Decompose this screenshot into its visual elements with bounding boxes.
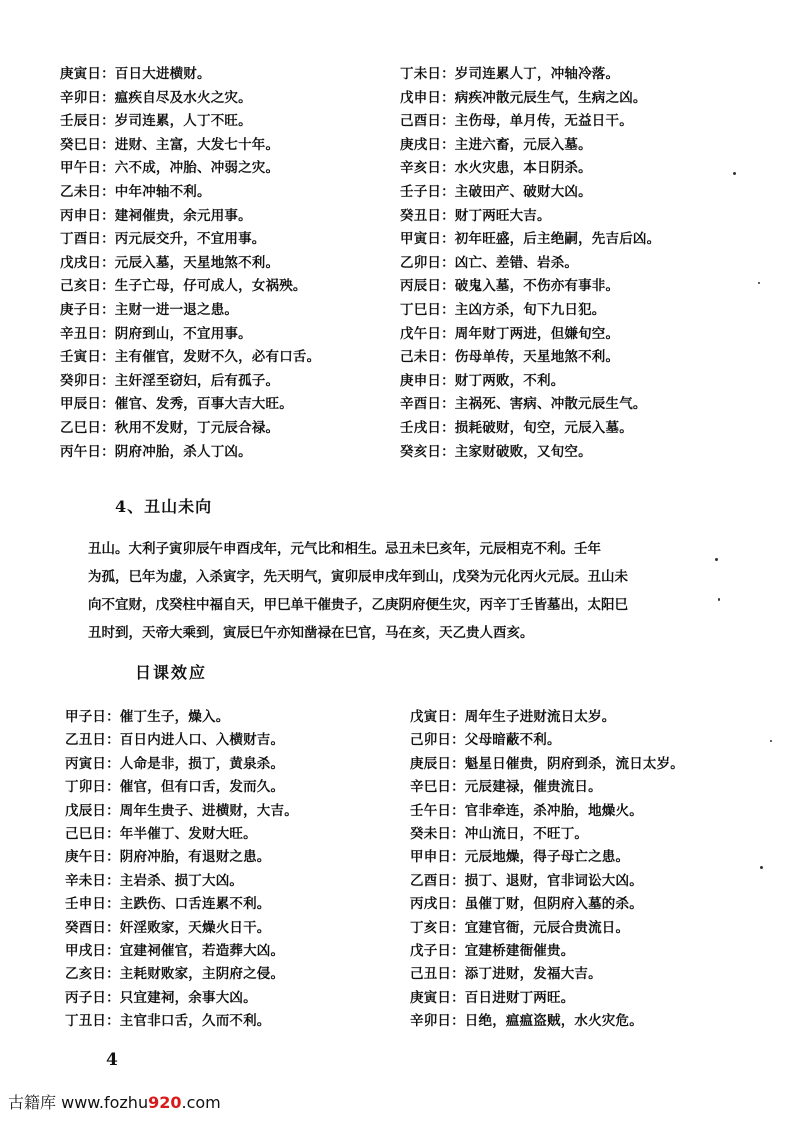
entry-line: 丙午日：阴府冲胎，杀人丁凶。 — [60, 443, 252, 460]
entry-line: 丁酉日：丙元辰交升，不宜用事。 — [60, 231, 266, 248]
entry-line: 甲午日：六不成，冲胎、冲弱之灾。 — [60, 160, 280, 177]
entry-line: 辛卯日：日绝，瘟瘟盗贼，水火灾危。 — [410, 1013, 643, 1030]
entry-line: 乙未日：中年冲轴不利。 — [60, 184, 211, 200]
footer-watermark — [8, 1090, 221, 1113]
entry-line: 丁巳日：主凶方杀，旬下九日犯。 — [400, 302, 606, 318]
entry-line: 丙子日：只宜建祠，余事大凶。 — [65, 989, 257, 1006]
entry-line: 己酉日：主伤母，单月传，无益日干。 — [400, 113, 633, 130]
entry-line: 乙丑日：百日内进人口、入横财吉。 — [65, 732, 285, 749]
entry-line: 己未日：伤母单传，天星地煞不利。 — [400, 349, 620, 366]
paragraph-line: 向不宜财，戊癸柱中福自天，甲巳单干催贵子，乙庚阴府便生灾，丙辛丁壬皆墓出，太阳巳 — [88, 597, 628, 613]
scan-speck — [758, 282, 760, 284]
entry-line: 甲子日：催丁生子，燥入。 — [65, 709, 230, 725]
entry-line: 丙戌日：虽催丁财，但阴府入墓的杀。 — [410, 896, 643, 913]
entry-line: 壬戌日：损耗破财，旬空，元辰入墓。 — [400, 420, 633, 436]
scan-speck — [770, 740, 772, 742]
entry-line: 辛巳日：元辰建禄，催贵流日。 — [410, 779, 602, 796]
entry-line: 甲寅日：初年旺盛，后主绝嗣，先吉后凶。 — [400, 231, 661, 248]
entry-line: 壬申日：主跌伤、口舌连累不利。 — [65, 896, 271, 913]
entry-line: 己巳日：年半催丁、发财大旺。 — [65, 826, 257, 842]
page-number: 4 — [106, 1050, 118, 1070]
entry-line: 庚申日：财丁两败，不利。 — [400, 372, 565, 389]
entry-line: 癸丑日：财丁两旺大吉。 — [400, 207, 551, 224]
entry-line: 甲辰日：催官、发秀，百事大吉大旺。 — [60, 396, 293, 413]
entry-line: 乙酉日：损丁、退财，官非词讼大凶。 — [410, 872, 643, 889]
entry-line: 辛亥日：水火灾患，本日阴杀。 — [400, 160, 592, 177]
entry-line: 壬午日：官非牵连，杀冲胎，地燥火。 — [410, 802, 643, 819]
entry-line: 辛未日：主岩杀、损丁大凶。 — [65, 872, 244, 889]
entry-line: 癸卯日：主奸淫至窃妇，后有孤子。 — [60, 372, 280, 389]
entry-line: 乙巳日：秋用不发财，丁元辰合禄。 — [60, 420, 280, 436]
footer-site-name: 古籍库 — [8, 1093, 57, 1112]
paragraph-line: 丑山。大利子寅卯辰午申酉戌年，元气比和相生。忌丑未巳亥年，元辰相克不利。壬年 — [88, 541, 601, 557]
section-paragraph — [88, 535, 710, 647]
entry-line: 癸亥日：主家财破败，又旬空。 — [400, 443, 592, 460]
entry-line: 丁亥日：宜建官衙，元辰合贵流日。 — [410, 919, 630, 936]
entry-line: 甲申日：元辰地燥，得子母亡之患。 — [410, 849, 630, 866]
entry-line: 丁卯日：催官，但有口舌，发而久。 — [65, 779, 285, 796]
section-title: 4、丑山未向 — [115, 497, 213, 516]
entry-line: 乙亥日：主耗财败家，主阴府之侵。 — [65, 966, 285, 983]
scan-speck — [718, 598, 720, 601]
entry-line: 丙寅日：人命是非，损丁，黄泉杀。 — [65, 755, 285, 772]
url-prefix: www.fozhu — [61, 1093, 149, 1112]
entry-line: 戊戌日：元辰入墓，天星地煞不利。 — [60, 254, 280, 271]
entry-line: 甲戌日：宜建祠催官，若造葬大凶。 — [65, 943, 285, 959]
entry-line: 壬寅日：主有催官，发财不久，必有口舌。 — [60, 349, 321, 366]
entry-line: 戊申日：病疾冲散元辰生气，生病之凶。 — [400, 89, 647, 106]
entry-line: 癸巳日：进财、主富，大发七十年。 — [60, 136, 280, 153]
entry-line: 己丑日：添丁进财，发福大吉。 — [410, 966, 602, 983]
entry-line: 庚寅日：百日大进横财。 — [60, 66, 211, 82]
entry-line: 己卯日：父母暗蔽不利。 — [410, 732, 561, 749]
entry-line: 壬辰日：岁司连累，人丁不旺。 — [60, 113, 252, 130]
entry-line: 辛卯日：瘟疾自尽及水火之灾。 — [60, 89, 252, 106]
footer-url[interactable] — [61, 1093, 221, 1112]
entry-line: 戊寅日：周年生子进财流日太岁。 — [410, 709, 616, 725]
entry-line: 戊子日：宜建桥建衙催贵。 — [410, 943, 575, 959]
entry-line: 戊辰日：周年生贵子、进横财，大吉。 — [65, 802, 298, 819]
entry-line: 庚戌日：主进六畜，元辰入墓。 — [400, 136, 592, 153]
entry-line: 癸未日：冲山流日，不旺丁。 — [410, 826, 589, 842]
entry-line: 癸酉日：奸淫败家，天燥火日干。 — [65, 919, 271, 936]
entry-line: 丁未日：岁司连累人丁，冲轴冷落。 — [400, 66, 620, 82]
paragraph-line: 丑时到，天帝大乘到，寅辰巳午亦知凿禄在巳官，马在亥，天乙贵人酉亥。 — [88, 625, 534, 641]
scan-speck — [733, 172, 736, 175]
paragraph-line: 为孤，巳年为虚，入杀寅字，先天明气，寅卯辰申戌年到山，戊癸为元化丙火元辰。丑山未 — [88, 569, 628, 585]
entry-line: 己亥日：生子亡母，仔可成人，女祸殃。 — [60, 278, 307, 295]
entry-line: 丙辰日：破鬼入墓，不伤亦有事非。 — [400, 278, 620, 295]
entry-line: 丁丑日：主官非口舌，久而不利。 — [65, 1013, 271, 1030]
subsection-title: 日课效应 — [135, 663, 208, 682]
entry-line: 辛酉日：主祸死、害病、冲散元辰生气。 — [400, 396, 647, 413]
url-highlight: 920 — [148, 1093, 182, 1112]
entry-line: 丙申日：建祠催贵，余元用事。 — [60, 207, 252, 224]
entry-line: 戊午日：周年财丁两进，但嫌旬空。 — [400, 325, 620, 342]
entry-line: 壬子日：主破田产、破财大凶。 — [400, 184, 592, 200]
entry-line: 庚午日：阴府冲胎，有退财之患。 — [65, 849, 271, 866]
entry-line: 辛丑日：阴府到山，不宜用事。 — [60, 325, 252, 342]
entry-line: 庚辰日：魁星日催贵，阴府到杀，流日太岁。 — [410, 755, 684, 772]
scan-speck — [760, 866, 763, 869]
scan-speck — [715, 558, 718, 561]
entry-line: 庚子日：主财一进一退之患。 — [60, 302, 239, 318]
entry-line: 庚寅日：百日进财丁两旺。 — [410, 989, 575, 1006]
entry-line: 乙卯日：凶亡、差错、岩杀。 — [400, 254, 579, 271]
url-suffix: .com — [181, 1093, 221, 1112]
